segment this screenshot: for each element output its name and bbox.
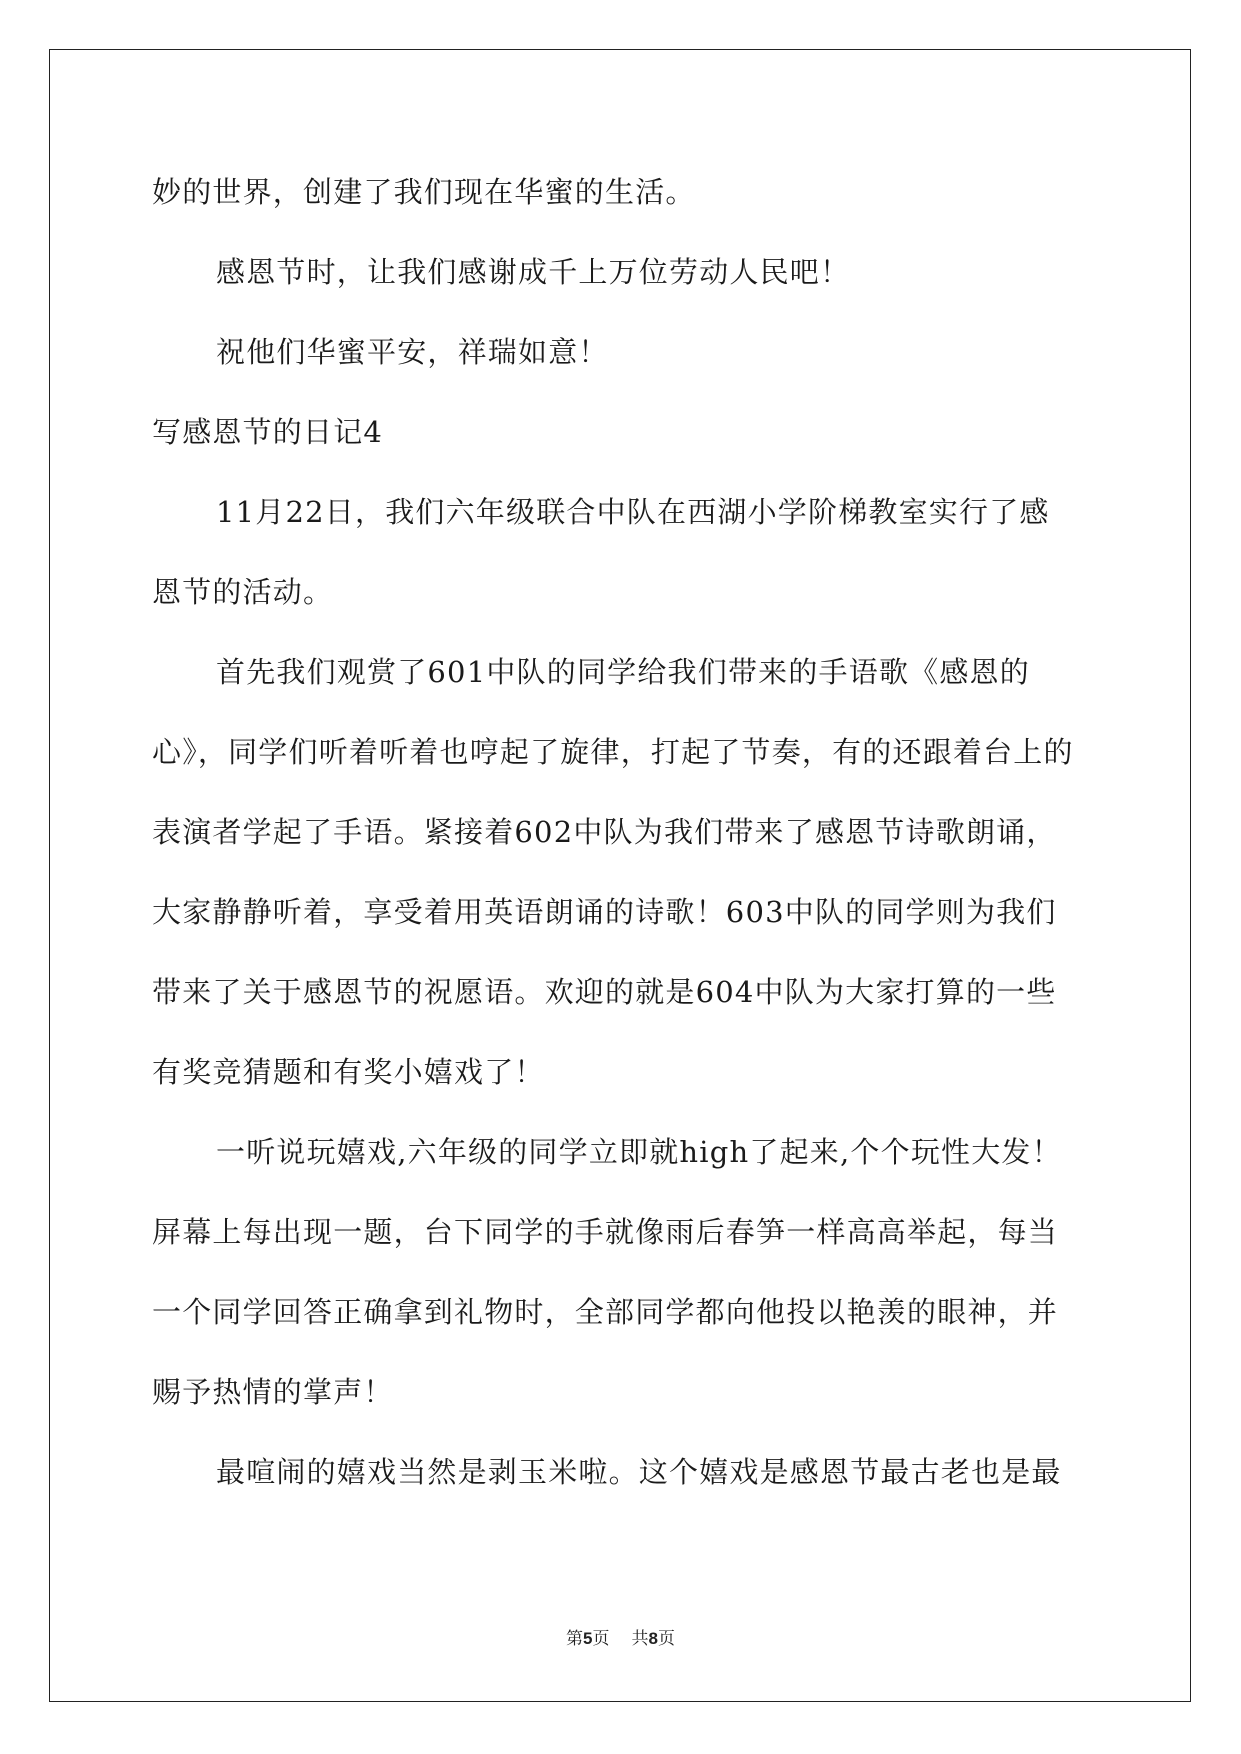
text-line: 首先我们观赏了601中队的同学给我们带来的手语歌《感恩的 [216, 655, 1030, 689]
page-current: 5 [583, 1629, 593, 1648]
text-line: 一听说玩嬉戏,六年级的同学立即就high了起来,个个玩性大发！ [216, 1135, 1062, 1169]
page-footer [0, 1624, 1241, 1649]
text-line: 恩节的活动。 [152, 575, 334, 609]
text-line: 感恩节时，让我们感谢成千上万位劳动人民吧！ [216, 255, 851, 289]
text-line: 表演者学起了手语。紧接着602中队为我们带来了感恩节诗歌朗诵， [152, 815, 1057, 849]
page-total: 8 [648, 1629, 658, 1648]
page-prefix: 第 [566, 1629, 584, 1649]
text-line: 一个同学回答正确拿到礼物时，全部同学都向他投以艳羡的眼神，并 [152, 1295, 1059, 1329]
total-prefix: 共 [631, 1629, 649, 1649]
text-line: 11月22日，我们六年级联合中队在西湖小学阶梯教室实行了感 [216, 495, 1050, 529]
text-line: 带来了关于感恩节的祝愿语。欢迎的就是604中队为大家打算的一些 [152, 975, 1057, 1009]
text-line: 最喧闹的嬉戏当然是剥玉米啦。这个嬉戏是感恩节最古老也是最 [216, 1455, 1062, 1489]
text-line: 祝他们华蜜平安，祥瑞如意！ [216, 335, 609, 369]
text-line: 有奖竞猜题和有奖小嬉戏了！ [152, 1055, 545, 1089]
text-line: 赐予热情的掌声！ [152, 1375, 394, 1409]
total-suffix: 页 [657, 1629, 675, 1649]
text-line: 屏幕上每出现一题，台下同学的手就像雨后春笋一样高高举起，每当 [152, 1215, 1059, 1249]
page-suffix: 页 [592, 1629, 610, 1649]
text-line: 心》，同学们听着听着也哼起了旋律，打起了节奏，有的还跟着台上的 [152, 735, 1074, 769]
text-line: 大家静静听着，享受着用英语朗诵的诗歌！603中队的同学则为我们 [152, 895, 1057, 929]
section-heading: 写感恩节的日记4 [152, 415, 384, 449]
text-line: 妙的世界，创建了我们现在华蜜的生活。 [152, 175, 696, 209]
